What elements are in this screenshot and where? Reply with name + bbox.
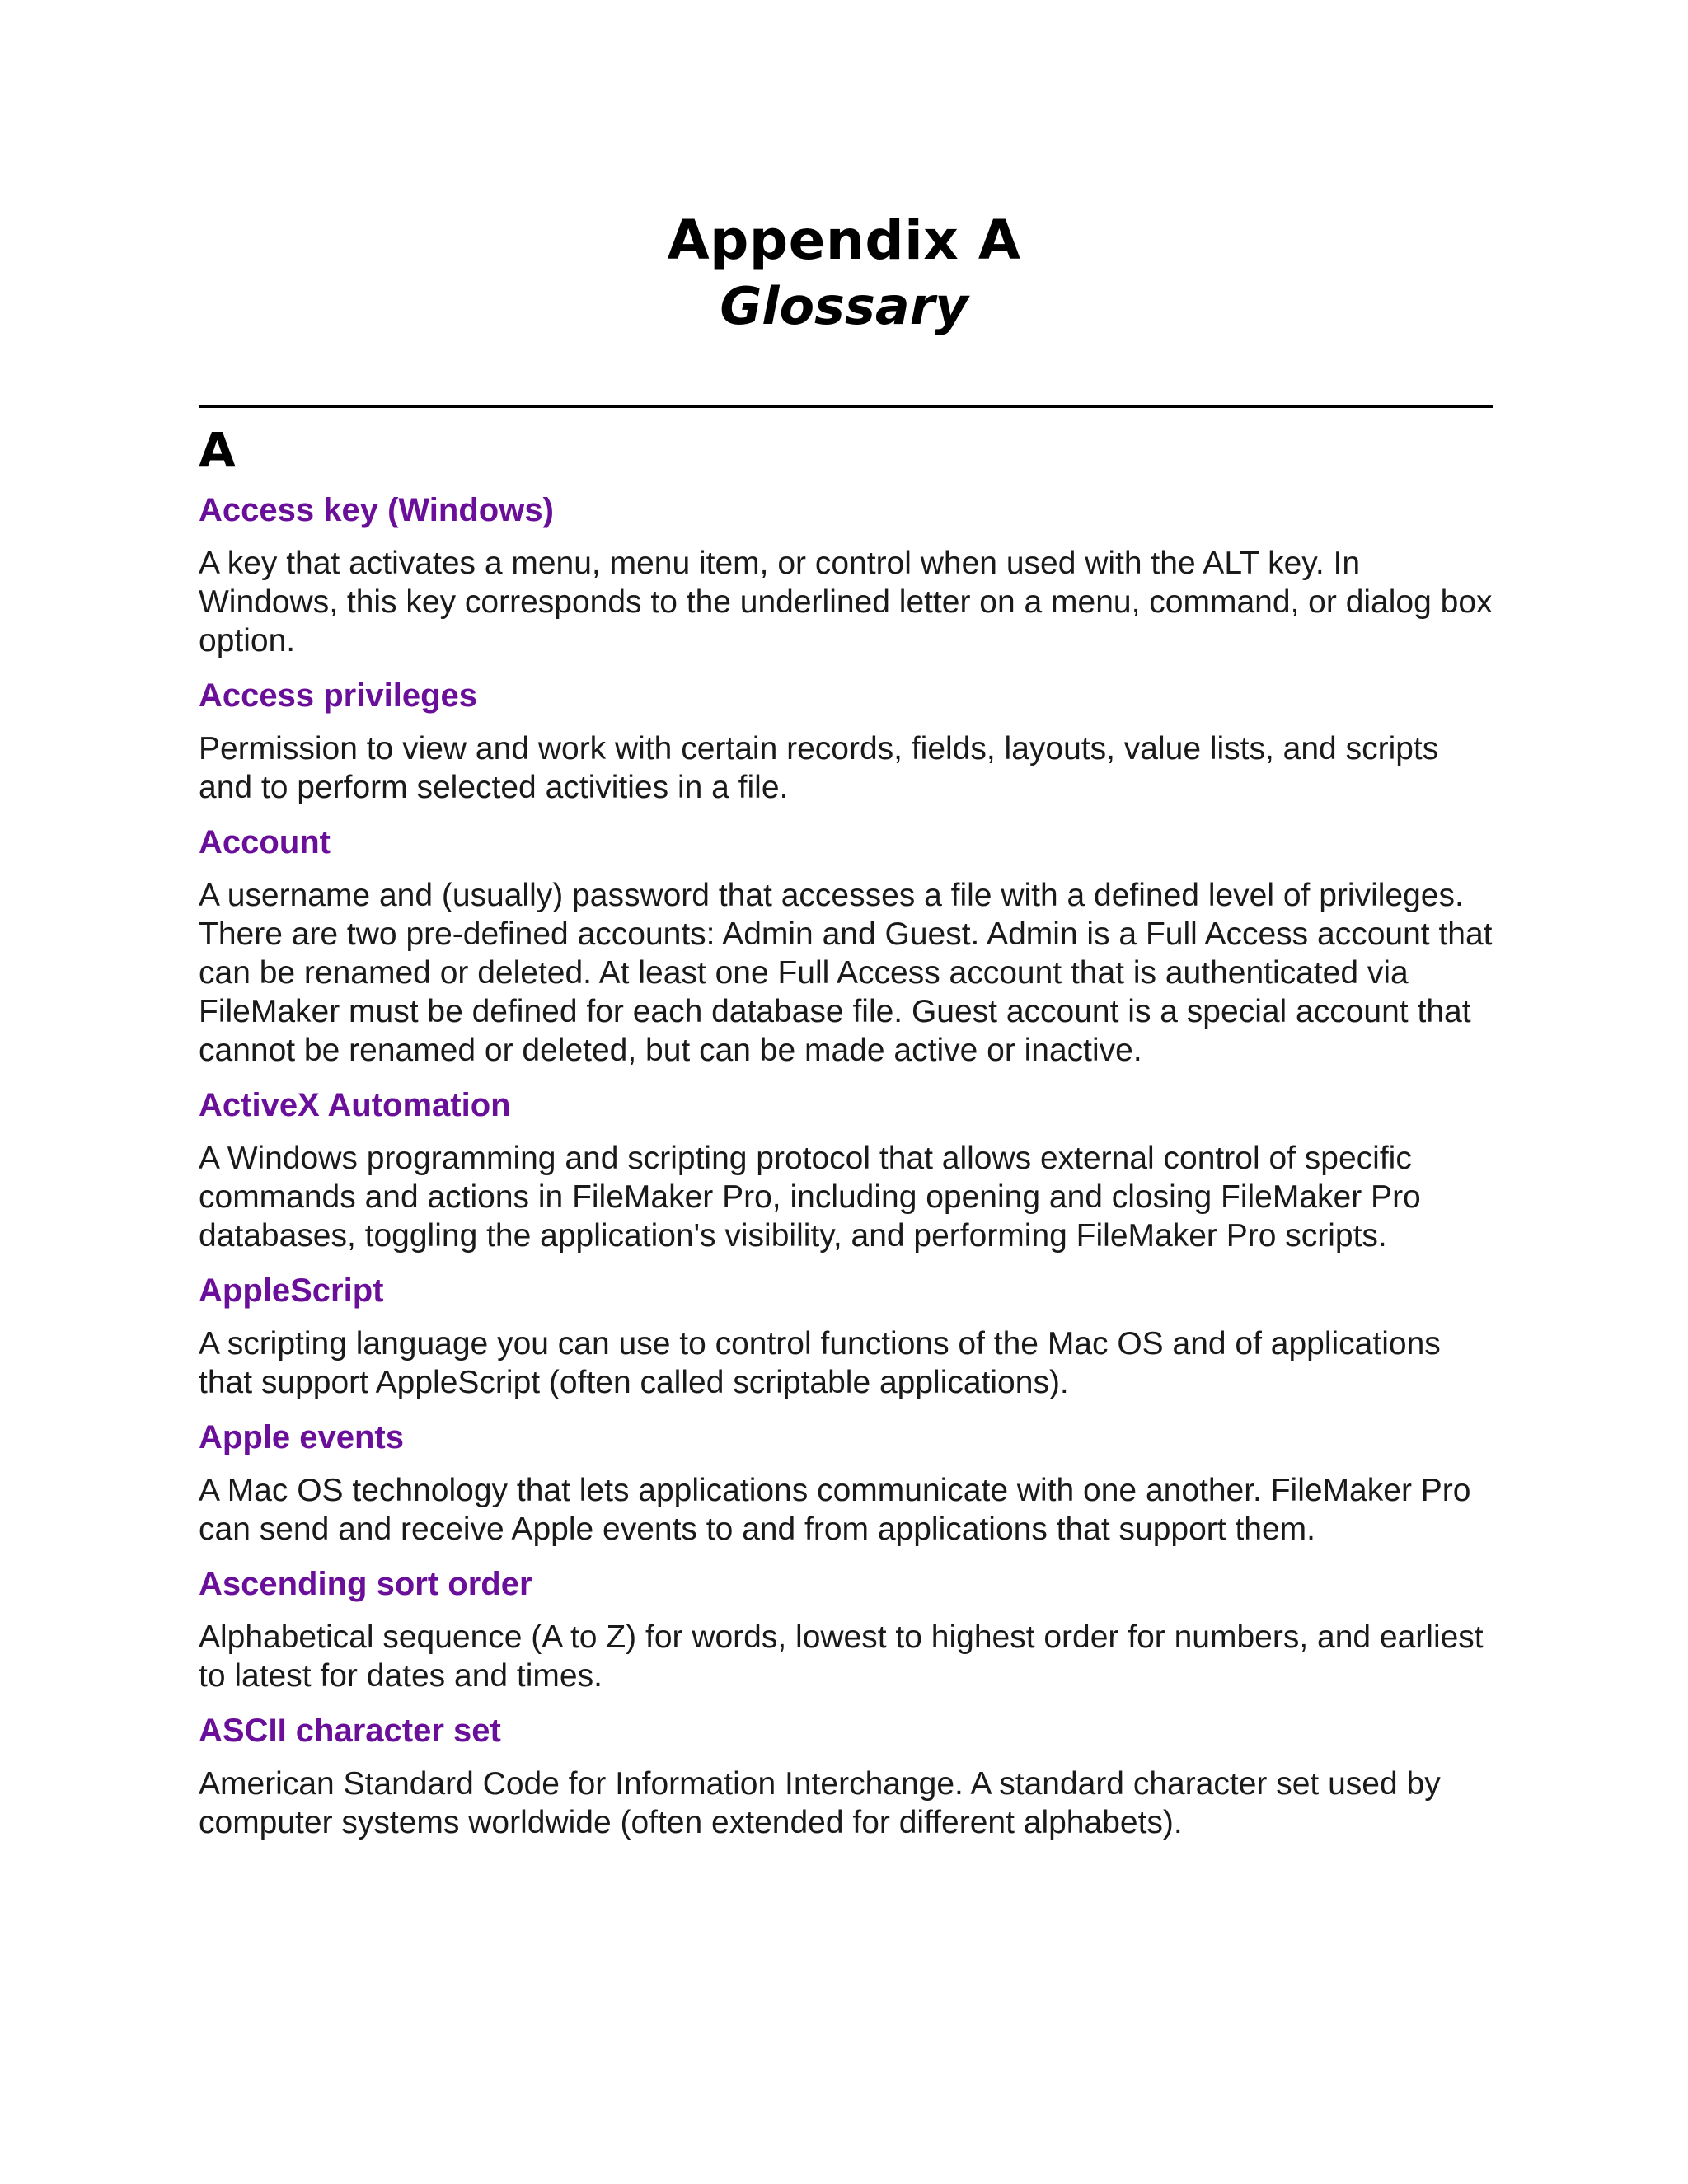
glossary-term: AppleScript: [199, 1272, 384, 1309]
glossary-entry: [199, 677, 1493, 807]
glossary-term: ASCII character set: [199, 1713, 501, 1749]
glossary-definition: A scripting language you can use to control functions of the Mac OS and of applications that support AppleScript (often called scriptable applications).: [199, 1326, 1441, 1400]
glossary-entry: [199, 1272, 1493, 1402]
header-divider: [199, 405, 1493, 408]
glossary-term: Access privileges: [199, 677, 477, 714]
glossary-entry: [199, 823, 1493, 1070]
glossary-definition: A username and (usually) password that accesses a file with a defined level of privileges. There are two pre-defined accounts: Admin and Guest. Admin is a Full Access account that can be renamed or deleted. At least one Full Access account that is authenticated via FileMaker must be defined for each database file. Guest account is a special account that cannot be renamed or deleted, but can be made active or inactive.: [199, 878, 1493, 1068]
glossary-term: ActiveX Automation: [199, 1087, 511, 1123]
glossary-definition: American Standard Code for Information Interchange. A standard character set used by computer systems worldwide (often extended for different alphabets).: [199, 1766, 1441, 1840]
glossary-entry: [199, 1712, 1493, 1842]
page-header: [0, 208, 1688, 338]
glossary-entry: [199, 1086, 1493, 1255]
glossary-definition: Permission to view and work with certain records, fields, layouts, value lists, and scripts and to perform selected activities in a file.: [199, 731, 1439, 805]
page-subtitle: Glossary: [720, 276, 968, 336]
glossary-entry: [199, 491, 1493, 660]
glossary-definition: A Windows programming and scripting protocol that allows external control of specific commands and actions in FileMaker Pro, including opening and closing FileMaker Pro databases, toggling the application's visibility, and performing FileMaker Pro scripts.: [199, 1141, 1421, 1254]
glossary-definition: Alphabetical sequence (A to Z) for words, lowest to highest order for numbers, and earliest to latest for dates and times.: [199, 1619, 1484, 1694]
page-title: Appendix A: [667, 209, 1021, 272]
glossary-entry: [199, 1418, 1493, 1549]
section-letter: A: [199, 422, 236, 478]
glossary-section: [199, 420, 1493, 1858]
glossary-definition: A Mac OS technology that lets applications communicate with one another. FileMaker Pro can send and receive Apple events to and from applications that support them.: [199, 1473, 1471, 1547]
glossary-definition: A key that activates a menu, menu item, or control when used with the ALT key. In Windows, this key corresponds to the underlined letter on a menu, command, or dialog box option.: [199, 546, 1493, 658]
glossary-term: Ascending sort order: [199, 1566, 532, 1602]
glossary-term: Apple events: [199, 1419, 404, 1455]
glossary-term: Access key (Windows): [199, 492, 554, 528]
glossary-entry: [199, 1565, 1493, 1695]
glossary-term: Account: [199, 824, 331, 860]
